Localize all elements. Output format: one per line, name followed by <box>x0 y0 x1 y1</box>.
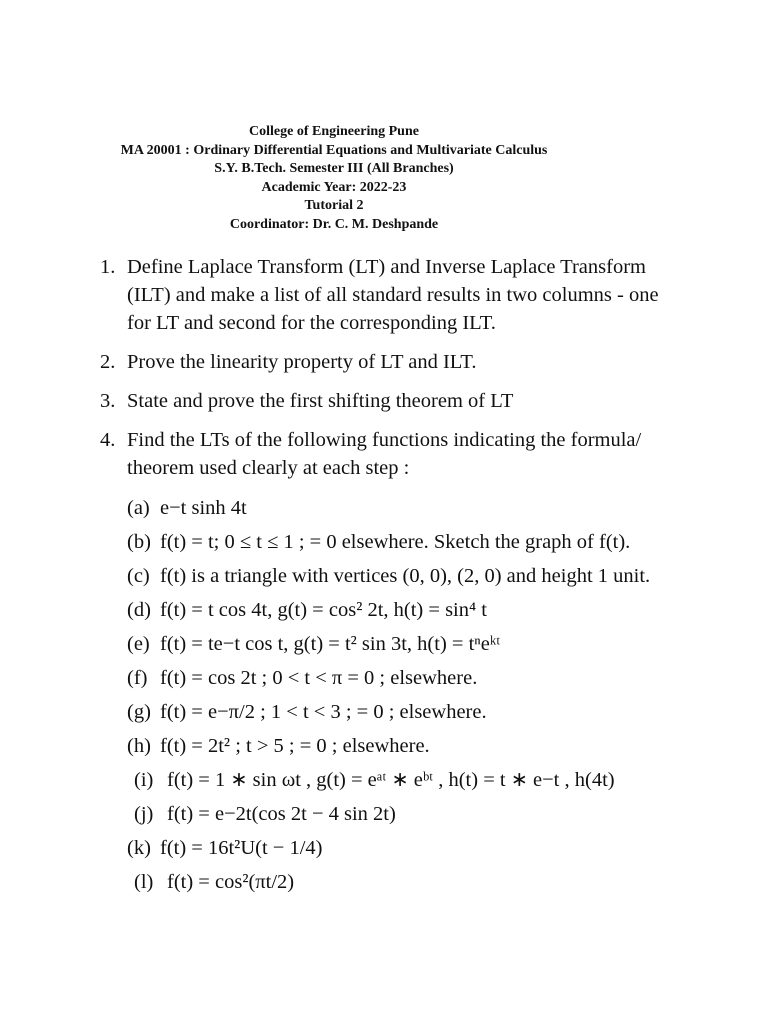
question-number: 1. <box>100 256 116 278</box>
subquestion-item <box>127 528 685 556</box>
course-title: MA 20001 : Ordinary Differential Equations and Multivariate Calculus <box>120 142 548 158</box>
question-item <box>100 253 685 337</box>
question-text: Define Laplace Transform (LT) and Inverse Laplace Transform (ILT) and make a list of all standard results in two columns - one for LT and second for the corresponding ILT. <box>127 256 659 334</box>
academic-year: Academic Year: 2022-23 <box>261 179 407 195</box>
subquestion-text: f(t) = e−2t(cos 2t − 4 sin 2t) <box>167 803 396 825</box>
subquestion-item <box>127 494 685 522</box>
subquestion-list <box>127 494 685 896</box>
question-number: 2. <box>100 351 116 373</box>
subquestion-item <box>127 834 685 862</box>
subquestion-label: (b) <box>127 531 151 553</box>
question-item <box>100 348 685 376</box>
subquestion-text: f(t) = 1 ∗ sin ωt , g(t) = eᵃᵗ ∗ eᵇᵗ , h(t) = t ∗ e−t , h(4t) <box>167 769 615 791</box>
subquestion-text: f(t) = cos 2t ; 0 < t < π = 0 ; elsewhere. <box>160 667 478 689</box>
program-semester: S.Y. B.Tech. Semester III (All Branches) <box>214 161 454 177</box>
college-name: College of Engineering Pune <box>249 124 419 139</box>
subquestion-item <box>127 630 685 658</box>
subquestion-text: f(t) = 2t² ; t > 5 ; = 0 ; elsewhere. <box>160 735 430 757</box>
subquestion-label: (a) <box>127 497 150 519</box>
subquestion-text: f(t) = e−π/2 ; 1 < t < 3 ; = 0 ; elsewhere. <box>160 701 487 723</box>
question-text: Find the LTs of the following functions indicating the formula/ theorem used clearly at each step : <box>127 429 642 479</box>
subquestion-item <box>127 562 685 590</box>
tutorial-number: Tutorial 2 <box>304 198 364 214</box>
subquestion-label: (i) <box>134 769 154 791</box>
question-number: 4. <box>100 429 116 451</box>
coordinator: Coordinator: Dr. C. M. Deshpande <box>229 216 439 232</box>
subquestion-text: f(t) is a triangle with vertices (0, 0), (2, 0) and height 1 unit. <box>160 565 651 587</box>
subquestion-text: f(t) = te−t cos t, g(t) = t² sin 3t, h(t) = tⁿeᵏᵗ <box>160 633 501 655</box>
question-text: State and prove the first shifting theorem of LT <box>127 390 514 412</box>
subquestion-item <box>127 732 685 760</box>
subquestion-label: (k) <box>127 837 151 859</box>
subquestion-label: (g) <box>127 701 151 723</box>
question-number: 3. <box>100 390 116 412</box>
subquestion-text: f(t) = cos²(πt/2) <box>167 871 295 893</box>
question-list <box>100 253 685 913</box>
question-text: Prove the linearity property of LT and ILT. <box>127 351 477 373</box>
subquestion-label: (e) <box>127 633 150 655</box>
question-item <box>100 387 685 415</box>
subquestion-label: (d) <box>127 599 151 621</box>
question-item <box>100 426 685 902</box>
subquestion-label: (j) <box>134 803 154 825</box>
subquestion-text: f(t) = 16t²U(t − 1/4) <box>160 837 323 859</box>
subquestion-label: (l) <box>134 871 154 893</box>
subquestion-item <box>127 664 685 692</box>
subquestion-item <box>127 596 685 624</box>
document-header <box>0 123 768 235</box>
subquestion-item <box>127 868 685 896</box>
subquestion-item <box>127 800 685 828</box>
subquestion-text: e−t sinh 4t <box>160 497 247 519</box>
subquestion-label: (h) <box>127 735 151 757</box>
subquestion-text: f(t) = t cos 4t, g(t) = cos² 2t, h(t) = sin⁴ t <box>160 599 487 621</box>
subquestion-item <box>127 766 685 794</box>
subquestion-text: f(t) = t; 0 ≤ t ≤ 1 ; = 0 elsewhere. Sketch the graph of f(t). <box>160 531 631 553</box>
subquestion-label: (c) <box>127 565 150 587</box>
subquestion-item <box>127 698 685 726</box>
subquestion-label: (f) <box>127 667 148 689</box>
